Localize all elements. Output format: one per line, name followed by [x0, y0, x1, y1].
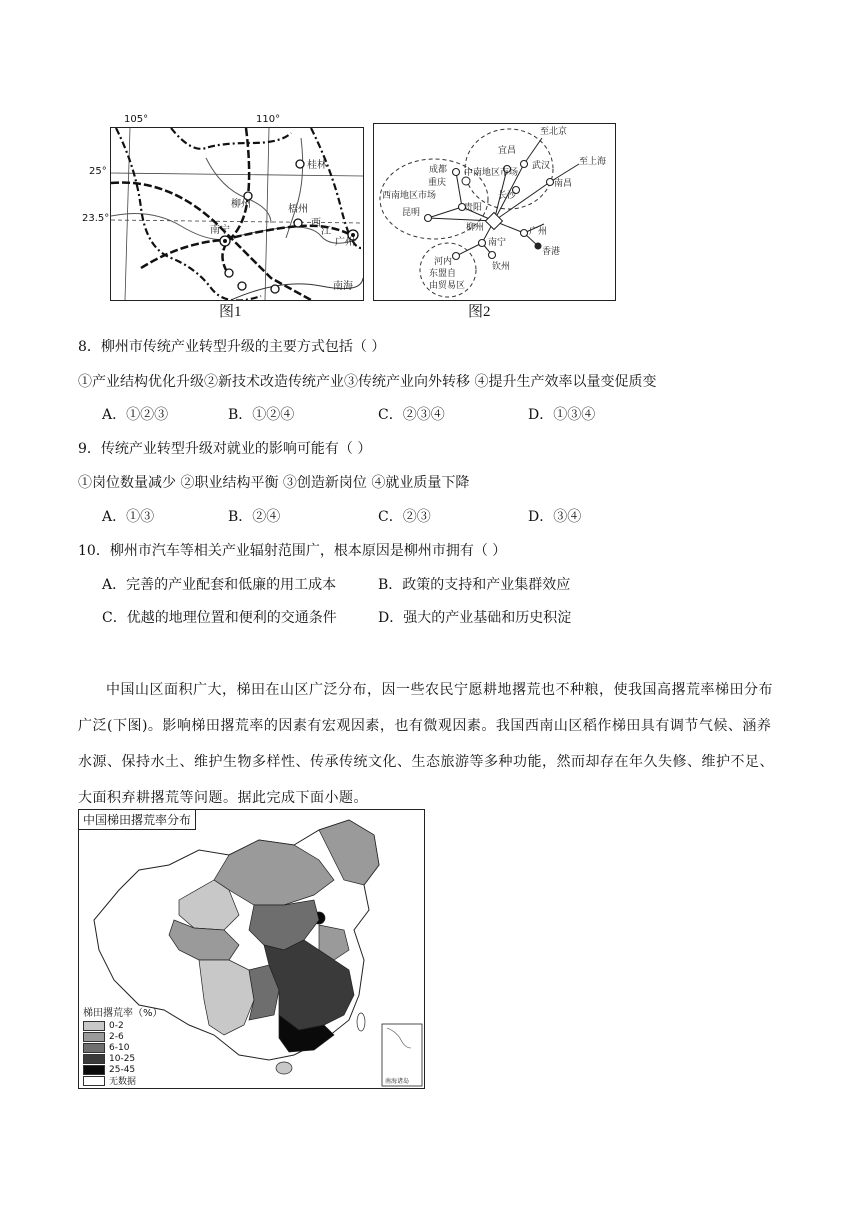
- lat-label-25: 25°: [89, 166, 107, 177]
- question-9-stem: 9．传统产业转型升级对就业的影响可能有（ ）: [78, 441, 372, 457]
- question-8-option-a: A．①②③: [102, 407, 169, 423]
- label-southwest-market: 西南地区市场: [382, 191, 437, 201]
- label-qinzhou: 钦州: [492, 262, 511, 272]
- label-asean-2: 由贸易区: [429, 281, 466, 291]
- figure-2-svg: [374, 124, 615, 300]
- question-10-stem: 10．柳州市汽车等相关产业辐射范围广，根本原因是柳州市拥有（ ）: [78, 543, 507, 559]
- question-9-option-d: D．③④: [528, 509, 582, 525]
- question-8-stem: 8．柳州市传统产业转型升级的主要方式包括（ ）: [78, 339, 386, 355]
- legend-title: 梯田撂荒率（%）: [83, 1008, 163, 1019]
- city-marker-wuzhou: [294, 219, 302, 227]
- question-9-option-c: C．②③: [378, 509, 431, 525]
- label-chengdu: 成都: [429, 165, 448, 175]
- china-terrace-map: [78, 809, 425, 1089]
- question-9-option-b: B．②④: [228, 509, 281, 525]
- label-wuhan: 武汉: [532, 161, 551, 171]
- inset-label: 南海诸岛: [385, 1078, 410, 1085]
- label-central-south-market: 中南地区市场: [464, 168, 519, 178]
- reading-passage: 中国山区面积广大，梯田在山区广泛分布，因一些农民宁愿耕地撂荒也不种粮，使我国高撂荒率梯田分布广泛(下图)。影响梯田撂荒率的因素有宏观因素，也有微观因素。我国西南山区稻作梯田具有调节气候、涵养水源、保持水土、维护生物多样性、传承传统文化、生态旅游等多种功能，然而却存在年久失修、维护不足、大面积弃耕撂荒等问题。据此完成下面小题。: [78, 682, 774, 806]
- figure-2-diagram: [373, 123, 616, 301]
- figure-2-caption: 图2: [468, 304, 491, 320]
- place-guangzhou: 广州: [335, 237, 355, 248]
- map-legend: [83, 1004, 163, 1086]
- label-asean-1: 东盟自: [429, 269, 457, 279]
- legend-item-0-2: 0-2: [83, 1020, 163, 1031]
- river-label-jiang: 江: [321, 226, 331, 237]
- place-wuzhou: 梧州: [288, 204, 308, 215]
- label-nanchang: 南昌: [554, 179, 573, 189]
- legend-item-no-data: 无数据: [83, 1075, 163, 1086]
- place-guilin: 桂林: [307, 160, 327, 171]
- question-10-option-a: A．完善的产业配套和低廉的用工成本: [102, 577, 337, 593]
- figure-1-svg: [111, 128, 363, 300]
- question-8-option-c: C．②③④: [378, 407, 445, 423]
- label-hongkong: 香港: [542, 247, 561, 257]
- place-nanhai: 南海: [333, 281, 353, 292]
- label-liuzhou: 柳州: [466, 223, 485, 233]
- label-guangzhou: 广州: [529, 227, 548, 237]
- label-to-shanghai: 至上海: [579, 157, 607, 167]
- lat-label-23-5: 23.5°: [82, 213, 110, 224]
- label-chongqing: 重庆: [428, 178, 447, 188]
- question-8-items: ①产业结构优化升级②新技术改造传统产业③传统产业向外转移 ④提升生产效率以量变促质变: [78, 374, 657, 390]
- place-liuzhou: 柳州: [231, 199, 251, 210]
- legend-item-10-25: 10-25: [83, 1053, 163, 1064]
- question-9-option-a: A．①③: [102, 509, 155, 525]
- place-nanning: 南宁: [210, 225, 230, 236]
- river-label-xi: 西: [311, 218, 321, 229]
- label-kunming: 昆明: [402, 208, 421, 218]
- map-title: 中国梯田撂荒率分布: [79, 810, 196, 830]
- legend-item-6-10: 6-10: [83, 1042, 163, 1053]
- question-10-option-c: C．优越的地理位置和便利的交通条件: [102, 610, 337, 626]
- lon-label-105: 105°: [124, 114, 149, 125]
- question-10-option-b: B．政策的支持和产业集群效应: [378, 577, 571, 593]
- label-to-beijing: 至北京: [540, 127, 568, 137]
- label-yichang: 宜昌: [498, 146, 517, 156]
- legend-item-2-6: 2-6: [83, 1031, 163, 1042]
- label-hanoi: 河内: [434, 257, 453, 267]
- city-marker-guilin: [296, 160, 304, 168]
- question-10-option-d: D．强大的产业基础和历史积淀: [378, 610, 572, 626]
- question-8-option-d: D．①③④: [528, 407, 596, 423]
- lon-label-110: 110°: [256, 114, 281, 125]
- label-changsha: 长沙: [498, 191, 517, 201]
- figure-1-caption: 图1: [219, 304, 242, 320]
- figure-1-map: [110, 127, 364, 301]
- question-9-items: ①岗位数量减少 ②职业结构平衡 ③创造新岗位 ④就业质量下降: [78, 475, 470, 491]
- legend-item-25-45: 25-45: [83, 1064, 163, 1075]
- label-guiyang: 贵阳: [464, 203, 483, 213]
- question-8-option-b: B．①②④: [228, 407, 295, 423]
- label-nanning: 南宁: [488, 238, 507, 248]
